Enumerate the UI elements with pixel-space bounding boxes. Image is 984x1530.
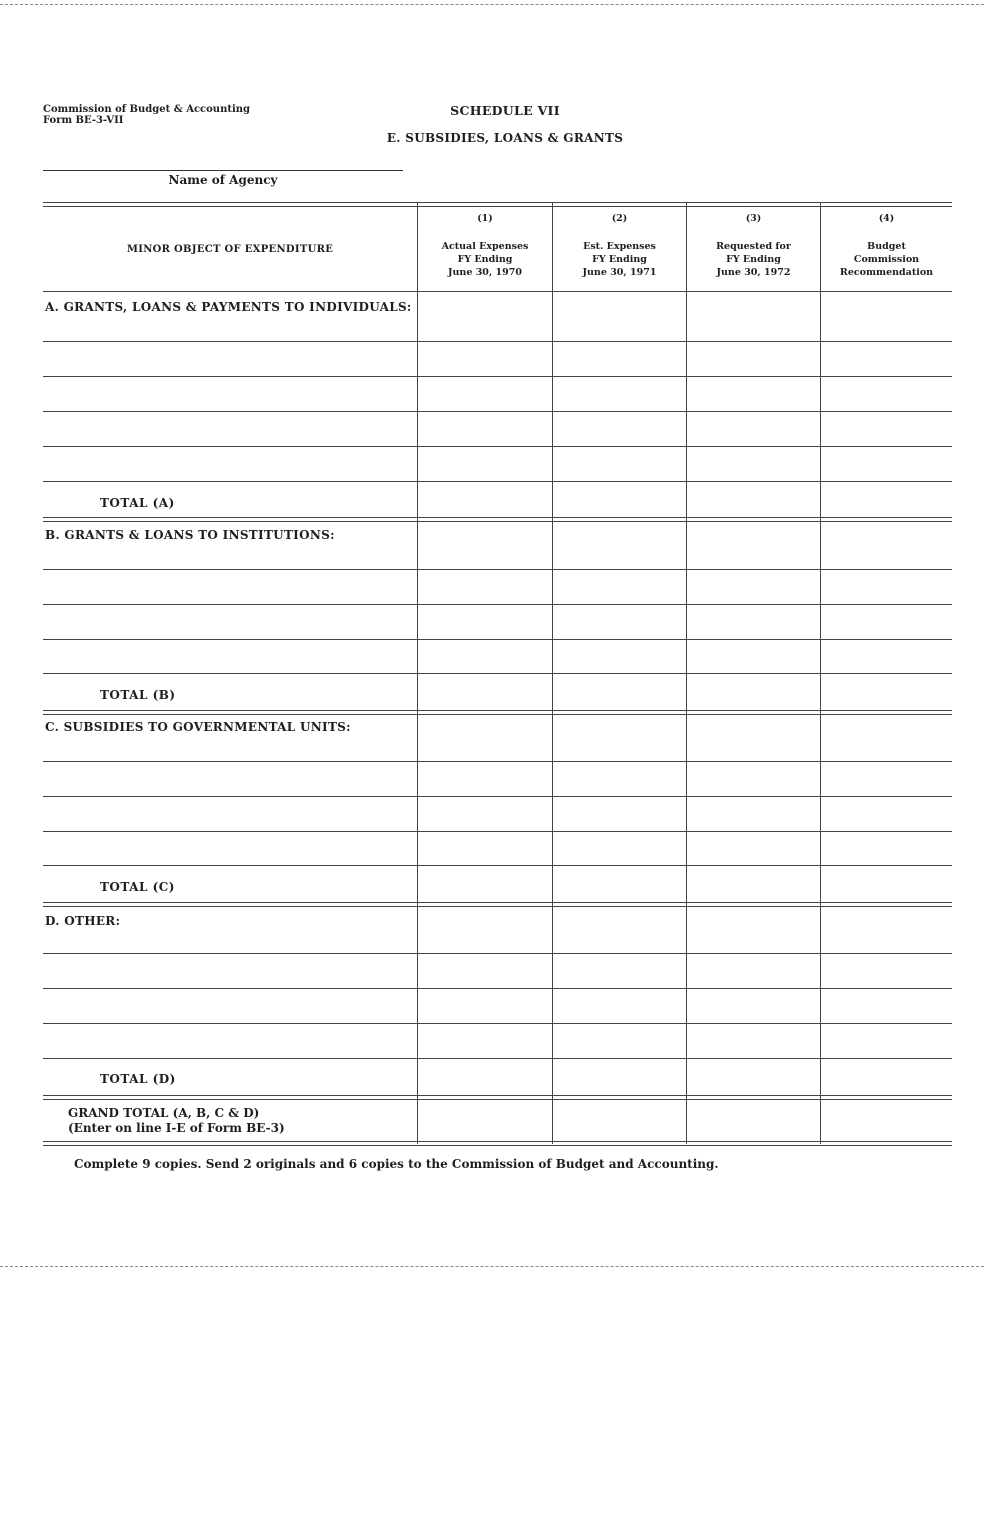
column-number: (4) [878, 213, 895, 224]
entry-description-blank[interactable] [100, 761, 416, 762]
top-edge-line [0, 4, 984, 5]
agency-name-field[interactable] [43, 170, 403, 171]
section-b-title: B. GRANTS & LOANS TO INSTITUTIONS: [45, 528, 335, 542]
row-rule [43, 865, 952, 866]
entry-code-blank[interactable] [45, 761, 88, 762]
total-d-label: TOTAL (D) [100, 1072, 176, 1086]
entry-description-blank[interactable] [100, 341, 416, 342]
entry-code-blank[interactable] [45, 446, 88, 447]
org-name: Commission of Budget & Accounting [43, 104, 251, 115]
row-rule [43, 1058, 952, 1059]
grand-total-label: GRAND TOTAL (A, B, C & D) (Enter on line I-E of Form BE-3) [68, 1106, 285, 1135]
section-c-title: C. SUBSIDIES TO GOVERNMENTAL UNITS: [45, 720, 351, 734]
section-c-end-rule [43, 902, 952, 907]
form-number: Form BE-3-VII [43, 115, 124, 126]
column-number: (3) [745, 213, 762, 224]
entry-description-blank[interactable] [100, 569, 416, 570]
table-bottom-rule [43, 1141, 952, 1146]
section-d-end-rule [43, 1095, 952, 1100]
instructions-note: Complete 9 copies. Send 2 originals and 6 copies to the Commission of Budget and Accounting. [74, 1157, 719, 1171]
schedule-subtitle: E. SUBSIDIES, LOANS & GRANTS [386, 131, 624, 145]
header-bottom-rule [43, 291, 952, 292]
entry-description-blank[interactable] [100, 604, 416, 605]
entry-code-blank[interactable] [45, 639, 88, 640]
entry-code-blank[interactable] [45, 569, 88, 570]
entry-code-blank[interactable] [45, 831, 88, 832]
column-header-1: (1) Actual Expenses FY Ending June 30, 1970 [418, 212, 552, 279]
agency-name-label: Name of Agency [168, 173, 278, 187]
minor-object-header: MINOR OBJECT OF EXPENDITURE [126, 244, 334, 255]
total-c-label: TOTAL (C) [100, 880, 175, 894]
section-d-title: D. OTHER: [45, 914, 121, 928]
total-a-label: TOTAL (A) [100, 496, 175, 510]
entry-description-blank[interactable] [100, 988, 416, 989]
entry-code-blank[interactable] [45, 1023, 88, 1024]
row-rule [43, 481, 952, 482]
column-number: (2) [611, 213, 628, 224]
table-top-rule [43, 202, 952, 207]
total-b-label: TOTAL (B) [100, 688, 176, 702]
entry-description-blank[interactable] [100, 953, 416, 954]
schedule-title: SCHEDULE VII [450, 103, 560, 118]
entry-description-blank[interactable] [100, 639, 416, 640]
entry-description-blank[interactable] [100, 1023, 416, 1024]
entry-code-blank[interactable] [45, 341, 88, 342]
entry-code-blank[interactable] [45, 604, 88, 605]
entry-code-blank[interactable] [45, 376, 88, 377]
bottom-edge-line [0, 1266, 984, 1267]
column-header-3: (3) Requested for FY Ending June 30, 1972 [687, 212, 820, 279]
section-b-end-rule [43, 710, 952, 715]
entry-description-blank[interactable] [100, 376, 416, 377]
entry-code-blank[interactable] [45, 953, 88, 954]
entry-description-blank[interactable] [100, 411, 416, 412]
section-a-end-rule [43, 517, 952, 522]
entry-code-blank[interactable] [45, 411, 88, 412]
entry-code-blank[interactable] [45, 988, 88, 989]
entry-description-blank[interactable] [100, 831, 416, 832]
column-header-2: (2) Est. Expenses FY Ending June 30, 1971 [553, 212, 686, 279]
entry-description-blank[interactable] [100, 796, 416, 797]
column-header-4: (4) Budget Commission Recommendation [821, 212, 952, 279]
section-a-title: A. GRANTS, LOANS & PAYMENTS TO INDIVIDUALS: [45, 300, 412, 314]
column-number: (1) [477, 213, 493, 224]
entry-code-blank[interactable] [45, 796, 88, 797]
entry-description-blank[interactable] [100, 446, 416, 447]
row-rule [43, 673, 952, 674]
